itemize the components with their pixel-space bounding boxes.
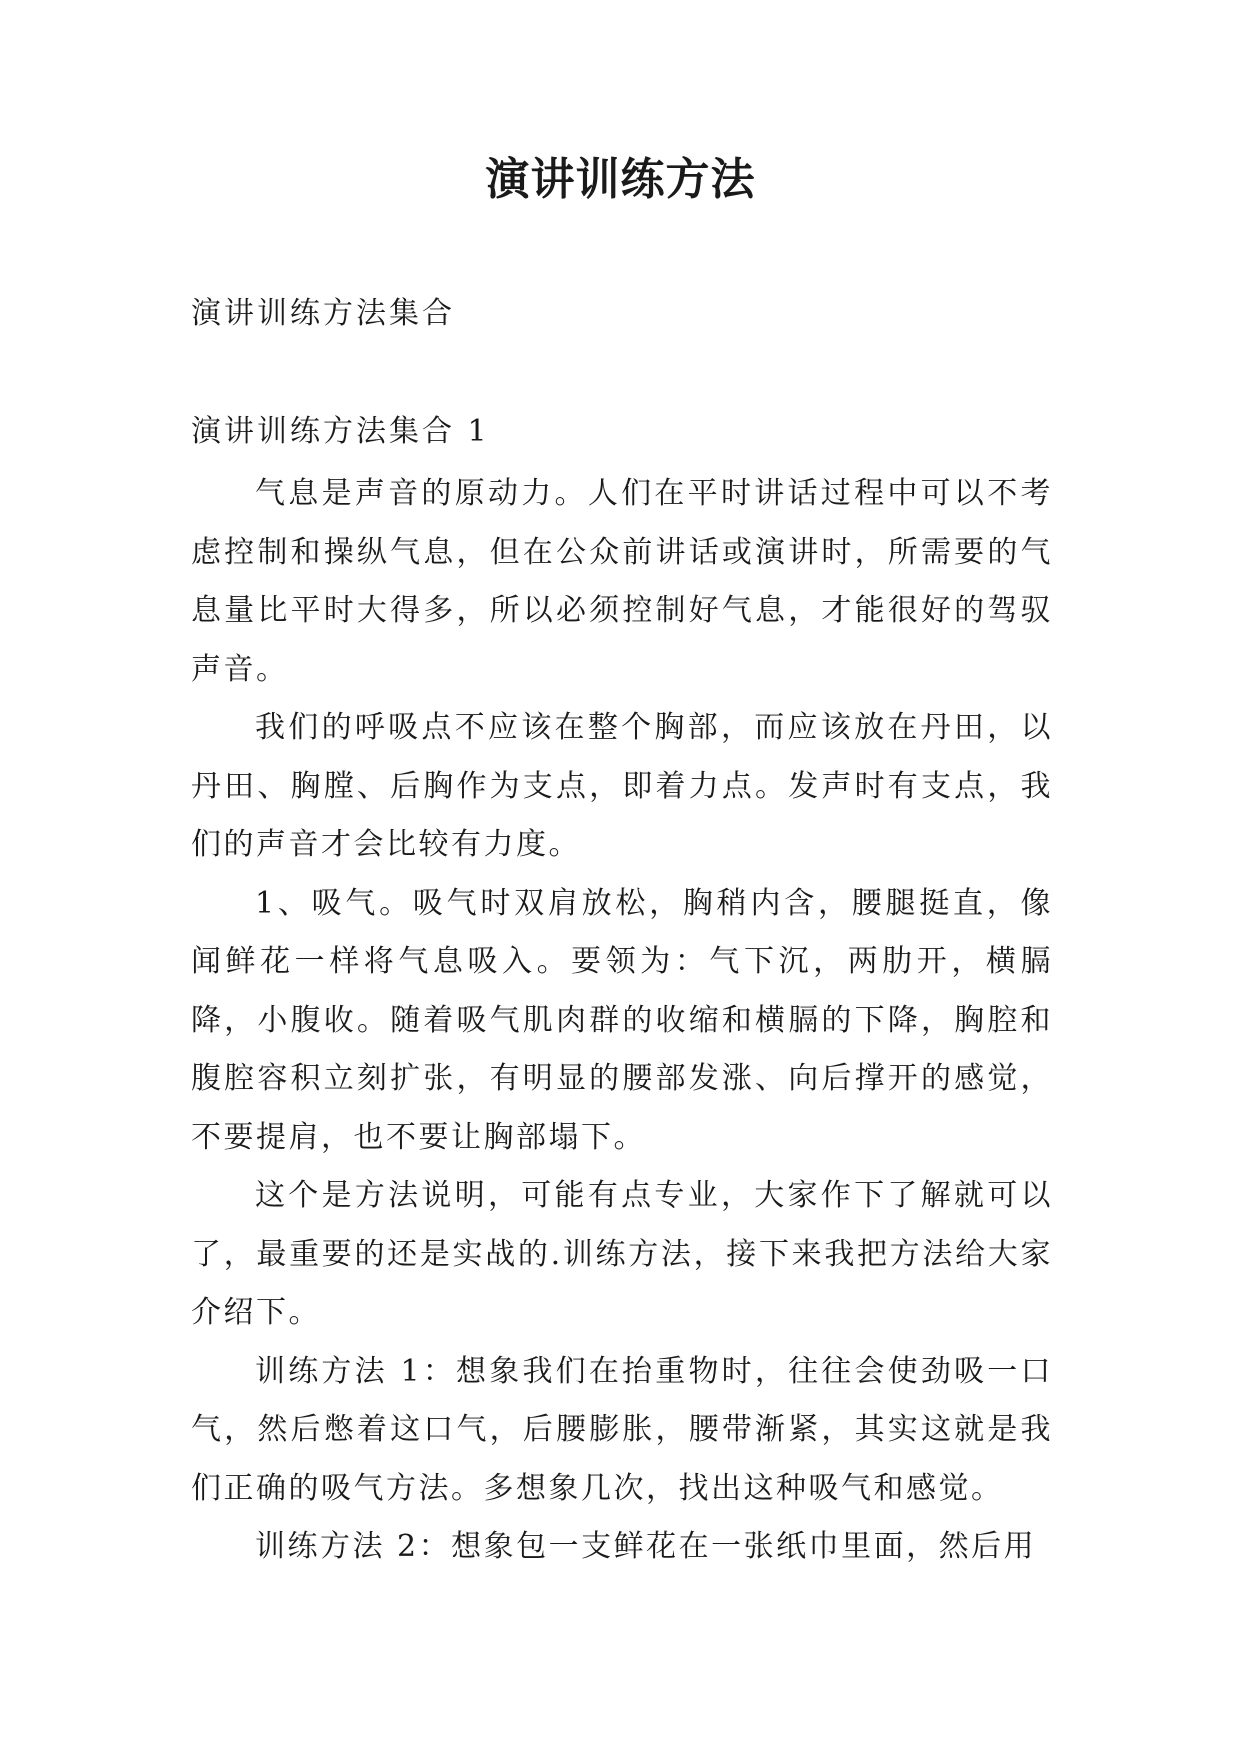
paragraph: 训练方法 2：想象包一支鲜花在一张纸巾里面，然后用 [255, 1529, 1037, 1564]
document-subtitle: 演讲训练方法集合 [191, 296, 455, 331]
paragraph: 这个是方法说明，可能有点专业，大家作下了解就可以了，最重要的还是实战的.训练方法，接下来我把方法给大家介绍下。 [191, 1178, 1053, 1330]
paragraph: 我们的呼吸点不应该在整个胸部，而应该放在丹田，以丹田、胸膛、后胸作为支点，即着力点。发声时有支点，我们的声音才会比较有力度。 [191, 710, 1053, 862]
paragraph: 气息是声音的原动力。人们在平时讲话过程中可以不考虑控制和操纵气息，但在公众前讲话或演讲时，所需要的气息量比平时大得多，所以必须控制好气息，才能很好的驾驭声音。 [191, 476, 1053, 687]
document-title: 演讲训练方法 [485, 154, 756, 205]
body-text [191, 465, 1053, 1577]
paragraph: 1、吸气。吸气时双肩放松，胸稍内含，腰腿挺直，像闻鲜花一样将气息吸入。要领为：气下沉，两肋开，横膈降，小腹收。随着吸气肌肉群的收缩和横膈的下降，胸腔和腹腔容积立刻扩张，有明显的腰部发涨、向后撑开的感觉，不要提肩，也不要让胸部塌下。 [191, 885, 1053, 1155]
paragraph: 训练方法 1：想象我们在抬重物时，往往会使劲吸一口气，然后憋着这口气，后腰膨胀，腰带渐紧，其实这就是我们正确的吸气方法。多想象几次，找出这种吸气和感觉。 [191, 1353, 1053, 1506]
section-heading: 演讲训练方法集合 1 [191, 414, 490, 449]
